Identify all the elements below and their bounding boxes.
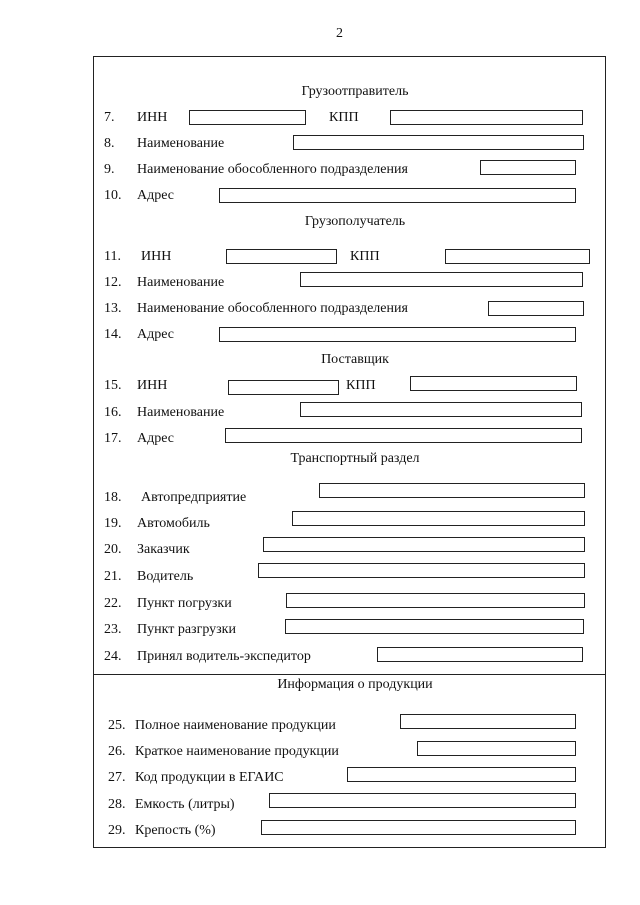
row-22-number: 22. — [104, 596, 122, 611]
row-13-number: 13. — [104, 301, 122, 316]
row-26-number: 26. — [108, 744, 126, 759]
row-9-label: Наименование обособленного подразделения — [137, 162, 408, 177]
page-number: 2 — [336, 26, 343, 41]
row-8-label: Наименование — [137, 136, 225, 151]
consignee-kpp-field[interactable] — [445, 249, 590, 264]
row-26-label: Краткое наименование продукции — [135, 744, 339, 759]
row-7-number: 7. — [104, 110, 115, 125]
row-18-number: 18. — [104, 490, 122, 505]
section-product-heading: Информация о продукции — [277, 677, 433, 692]
customer-field[interactable] — [263, 537, 585, 552]
row-27-label: Код продукции в ЕГАИС — [135, 770, 284, 785]
transport-company-field[interactable] — [319, 483, 585, 498]
section-shipper-heading: Грузоотправитель — [301, 84, 409, 99]
supplier-inn-field[interactable] — [228, 380, 339, 395]
row-7-label2: КПП — [329, 110, 359, 125]
row-28-number: 28. — [108, 797, 126, 812]
row-15-number: 15. — [104, 378, 122, 393]
shipper-name-field[interactable] — [293, 135, 584, 150]
row-29-number: 29. — [108, 823, 126, 838]
row-21-label: Водитель — [137, 569, 194, 584]
shipper-subdivision-field[interactable] — [480, 160, 576, 175]
row-14-number: 14. — [104, 327, 122, 342]
shipper-kpp-field[interactable] — [390, 110, 583, 125]
row-24-number: 24. — [104, 649, 122, 664]
row-11-label: ИНН — [141, 249, 172, 264]
supplier-kpp-field[interactable] — [410, 376, 577, 391]
row-7-label: ИНН — [137, 110, 168, 125]
row-16-label: Наименование — [137, 405, 225, 420]
shipper-inn-field[interactable] — [189, 110, 306, 125]
row-14-label: Адрес — [137, 327, 175, 342]
row-21-number: 21. — [104, 569, 122, 584]
row-20-number: 20. — [104, 542, 122, 557]
row-8-number: 8. — [104, 136, 115, 151]
product-short-name-field[interactable] — [417, 741, 576, 756]
row-12-number: 12. — [104, 275, 122, 290]
consignee-address-field[interactable] — [219, 327, 576, 342]
row-27-number: 27. — [108, 770, 126, 785]
row-12-label: Наименование — [137, 275, 225, 290]
capacity-field[interactable] — [269, 793, 576, 808]
loading-point-field[interactable] — [286, 593, 585, 608]
supplier-address-field[interactable] — [225, 428, 582, 443]
egais-code-field[interactable] — [347, 767, 576, 782]
forwarder-field[interactable] — [377, 647, 583, 662]
row-16-number: 16. — [104, 405, 122, 420]
row-19-label: Автомобиль — [137, 516, 210, 531]
row-11-label2: КПП — [350, 249, 380, 264]
row-15-label: ИНН — [137, 378, 168, 393]
row-17-label: Адрес — [137, 431, 175, 446]
row-13-label: Наименование обособленного подразделения — [137, 301, 408, 316]
consignee-subdivision-field[interactable] — [488, 301, 584, 316]
row-23-number: 23. — [104, 622, 122, 637]
row-18-label: Автопредприятие — [141, 490, 247, 505]
unloading-point-field[interactable] — [285, 619, 584, 634]
row-20-label: Заказчик — [137, 542, 190, 557]
row-15-label2: КПП — [346, 378, 376, 393]
row-11-number: 11. — [104, 249, 121, 264]
shipper-address-field[interactable] — [219, 188, 576, 203]
row-29-label: Крепость (%) — [135, 823, 216, 838]
row-10-number: 10. — [104, 188, 122, 203]
driver-field[interactable] — [258, 563, 585, 578]
row-23-label: Пункт разгрузки — [137, 622, 236, 637]
row-25-number: 25. — [108, 718, 126, 733]
section-supplier-heading: Поставщик — [321, 352, 389, 367]
section-transport-heading: Транспортный раздел — [290, 451, 420, 466]
vehicle-field[interactable] — [292, 511, 585, 526]
row-22-label: Пункт погрузки — [137, 596, 232, 611]
row-9-number: 9. — [104, 162, 115, 177]
product-full-name-field[interactable] — [400, 714, 576, 729]
row-17-number: 17. — [104, 431, 122, 446]
row-10-label: Адрес — [137, 188, 175, 203]
supplier-name-field[interactable] — [300, 402, 582, 417]
section-consignee-heading: Грузополучатель — [304, 214, 406, 229]
strength-field[interactable] — [261, 820, 576, 835]
row-25-label: Полное наименование продукции — [135, 718, 336, 733]
consignee-inn-field[interactable] — [226, 249, 337, 264]
consignee-name-field[interactable] — [300, 272, 583, 287]
row-28-label: Емкость (литры) — [135, 797, 235, 812]
row-19-number: 19. — [104, 516, 122, 531]
row-24-label: Принял водитель-экспедитор — [137, 649, 311, 664]
